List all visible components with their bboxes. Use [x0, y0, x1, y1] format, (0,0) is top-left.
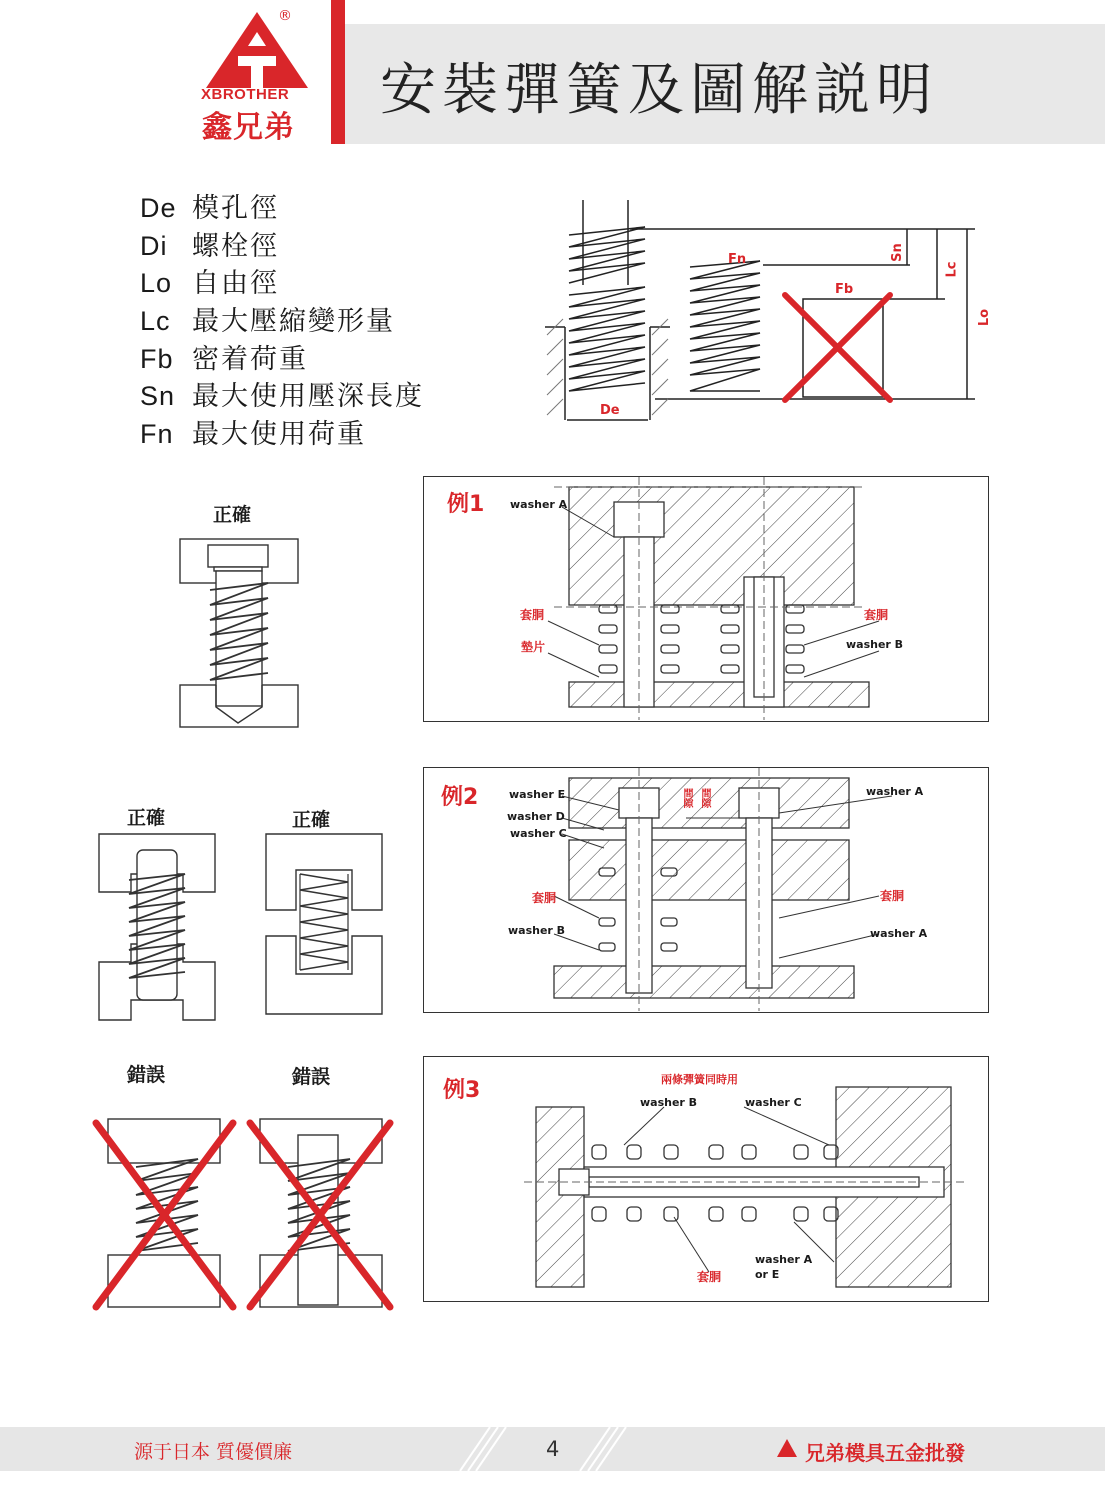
legend-item: Sn 最大使用壓深長度 [140, 381, 424, 413]
wrong-installation-figures [88, 1115, 400, 1315]
correct-label: 正確 [292, 809, 331, 831]
legend-item: Lo 自由徑 [140, 268, 279, 300]
ex2-sleeve-right: 套胴 [880, 889, 905, 903]
ex3-sleeve: 套胴 [697, 1270, 722, 1284]
dim-label-fn: Fn [728, 252, 747, 267]
dim-label-lc: Lc [944, 261, 960, 278]
legend-item: De 模孔徑 [140, 193, 279, 224]
page-number: 4 [546, 1437, 560, 1461]
ex2-sleeve-left: 套胴 [532, 891, 557, 905]
correct-label: 正確 [127, 807, 166, 829]
ex3-caption: 兩條彈簧同時用 [661, 1073, 738, 1086]
ex3-washer-c: washer C [745, 1096, 802, 1109]
ex2-washer-a-top: washer A [866, 785, 924, 798]
footer-slogan: 源于日本 質優價廉 [134, 1441, 293, 1463]
dim-label-fb: Fb [835, 282, 854, 297]
correct-pocket-spring-figure [262, 830, 387, 1020]
brand-name-cn: 鑫兄弟 [202, 110, 295, 145]
footer-company: 兄弟模具五金批發 [805, 1441, 965, 1465]
ex3-or-e: or E [755, 1268, 780, 1281]
example-3-label: 例3 [443, 1078, 481, 1103]
correct-bolt-spring-figure [178, 535, 300, 730]
ex2-gap-1: 間隙 [681, 788, 692, 808]
ex2-washer-c: washer C [510, 827, 567, 840]
logo-icon [200, 8, 315, 90]
legend-item: Fn 最大使用荷重 [140, 419, 366, 451]
legend-item: Lc 最大壓縮變形量 [140, 306, 395, 338]
ex2-washer-d: washer D [507, 810, 565, 823]
legend-item: Fb 密着荷重 [140, 343, 308, 375]
spring-dimension-diagram [535, 195, 1005, 435]
ex3-washer-a: washer A [755, 1253, 813, 1266]
dim-label-de: De [600, 403, 620, 418]
page-title: 安裝彈簧及圖解説明 [380, 58, 938, 123]
wrong-label: 錯誤 [292, 1066, 331, 1088]
wrong-label: 錯誤 [127, 1064, 166, 1086]
correct-guided-spring-figure [95, 830, 220, 1025]
example-3-diagram [424, 1057, 987, 1300]
ex2-washer-a-bottom: washer A [870, 927, 928, 940]
example-1-diagram [424, 477, 987, 720]
dim-label-sn: Sn [889, 243, 905, 262]
ex2-washer-b: washer B [508, 924, 566, 937]
brand-name-en: XBROTHER [201, 86, 290, 103]
legend-list [140, 190, 424, 454]
dim-label-lo: Lo [977, 308, 993, 327]
ex1-washer-b: washer B [846, 638, 904, 651]
ex1-spacer: 墊片 [521, 640, 546, 654]
registered-mark: ® [278, 8, 292, 24]
example-2-label: 例2 [441, 785, 479, 810]
correct-label: 正確 [213, 504, 252, 526]
footer-logo-icon [776, 1437, 798, 1459]
ex1-sleeve-right: 套胴 [864, 608, 889, 622]
example-1-label: 例1 [447, 492, 485, 517]
header-divider [331, 0, 345, 144]
legend-item: Di 螺栓徑 [140, 230, 279, 262]
ex2-gap-2: 間隙 [699, 788, 710, 808]
ex1-washer-a: washer A [510, 498, 568, 511]
ex3-washer-b: washer B [640, 1096, 698, 1109]
ex2-washer-e: washer E [509, 788, 566, 801]
ex1-sleeve-left: 套胴 [520, 608, 545, 622]
